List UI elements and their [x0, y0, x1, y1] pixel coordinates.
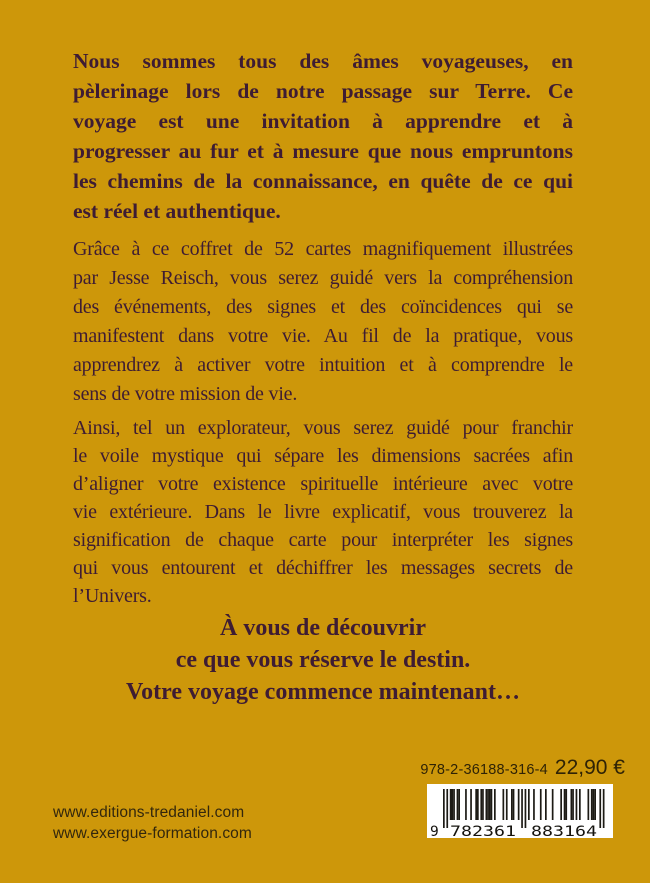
body-paragraph-1 — [73, 46, 573, 226]
barcode-bar — [446, 789, 448, 828]
text-line: est réel et authentique. — [73, 199, 281, 223]
barcode-bar — [576, 789, 578, 820]
barcode-bar — [528, 789, 530, 820]
barcode-bar — [525, 789, 527, 828]
tagline — [73, 612, 573, 708]
barcode — [427, 784, 613, 838]
barcode-bar — [533, 789, 535, 820]
barcode-bar — [545, 789, 547, 820]
barcode-bar — [540, 789, 542, 820]
barcode-bar — [443, 789, 445, 828]
barcode-bar — [552, 789, 554, 820]
barcode-bar — [453, 789, 455, 820]
barcode-bar — [594, 789, 596, 820]
barcode-bar — [603, 789, 605, 828]
text-line: www.editions-tredaniel.com — [53, 804, 245, 821]
barcode-bar — [491, 789, 493, 820]
publisher-websites — [53, 802, 252, 844]
barcode-bar — [470, 789, 472, 820]
barcode-bar — [599, 789, 601, 828]
barcode-bar — [579, 789, 581, 820]
barcode-bar — [588, 789, 590, 820]
body-paragraph-2 — [73, 235, 573, 409]
text-line: sens de votre mission de vie. — [73, 383, 298, 405]
text-line: les chemins de la connaissance, en quête de ce qui — [73, 169, 573, 193]
barcode-bar — [487, 789, 489, 820]
barcode-bar — [560, 789, 562, 820]
text-line: Grâce à ce coffret de 52 cartes magnifiquement illustrées — [73, 238, 573, 260]
barcode-bar — [503, 789, 505, 820]
barcode-digits-left: 782361 — [450, 824, 516, 838]
barcode-bar — [480, 789, 482, 820]
barcode-bar — [489, 789, 491, 820]
barcode-bar — [486, 789, 488, 820]
barcode-digit-first: 9 — [430, 824, 439, 838]
text-line: des événements, des signes et des coïncidences qui se — [73, 296, 573, 318]
barcode-bar — [593, 789, 595, 820]
text-line: www.exergue-formation.com — [53, 825, 252, 842]
text-line: vie extérieure. Dans le livre explicatif, vous trouverez la — [73, 501, 573, 523]
barcode-bar — [465, 789, 467, 820]
barcode-bar — [564, 789, 566, 820]
barcode-bar — [494, 789, 496, 820]
text-line: ce que vous réserve le destin. — [175, 647, 471, 673]
barcode-bar — [518, 789, 520, 820]
text-line: Ainsi, tel un explorateur, vous serez guidé pour franchir — [73, 417, 573, 439]
text-line: Votre voyage commence maintenant… — [126, 679, 520, 705]
barcode-bar — [457, 789, 459, 820]
isbn-price-row — [420, 756, 625, 780]
barcode-bar — [521, 789, 523, 828]
body-paragraph-3 — [73, 414, 573, 610]
text-line: qui vous entourent et déchiffrer les messages secrets de — [73, 557, 573, 579]
barcode-bar — [452, 789, 454, 820]
text-line: À vous de découvrir — [220, 615, 426, 641]
text-line: Nous sommes tous des âmes voyageuses, en — [73, 49, 573, 73]
isbn-number: 978-2-36188-316-4 — [420, 762, 548, 778]
text-line: d’aligner votre existence spirituelle intérieure avec votre — [73, 473, 573, 495]
barcode-bar — [506, 789, 508, 820]
text-line: manifestent dans votre vie. Au fil de la pratique, vous — [73, 325, 573, 347]
barcode-bar — [571, 789, 573, 820]
text-line: par Jesse Reisch, vous serez guidé vers la compréhension — [73, 267, 573, 289]
barcode-bar — [565, 789, 567, 820]
barcode-bar — [572, 789, 574, 820]
barcode-bar — [450, 789, 452, 820]
barcode-bar — [482, 789, 484, 820]
barcode-digits-right: 883164 — [531, 824, 598, 838]
text-line: progresser au fur et à mesure que nous empruntons — [73, 139, 573, 163]
barcode-bar — [511, 789, 513, 820]
barcode-bar — [591, 789, 593, 820]
barcode-bar — [477, 789, 479, 820]
price: 22,90 € — [554, 756, 625, 779]
text-line: voyage est une invitation à apprendre et à — [73, 109, 573, 133]
barcode-bar — [458, 789, 460, 820]
text-line: l’Univers. — [73, 585, 152, 607]
text-line: apprendrez à activer votre intuition et à comprendre le — [73, 354, 573, 376]
barcode-bar — [475, 789, 477, 820]
text-line: signification de chaque carte pour interpréter les signes — [73, 529, 573, 551]
text-line: pèlerinage lors de notre passage sur Terre. Ce — [73, 79, 573, 103]
text-line: le voile mystique qui sépare les dimensions sacrées afin — [73, 445, 573, 467]
barcode-bar — [513, 789, 515, 820]
